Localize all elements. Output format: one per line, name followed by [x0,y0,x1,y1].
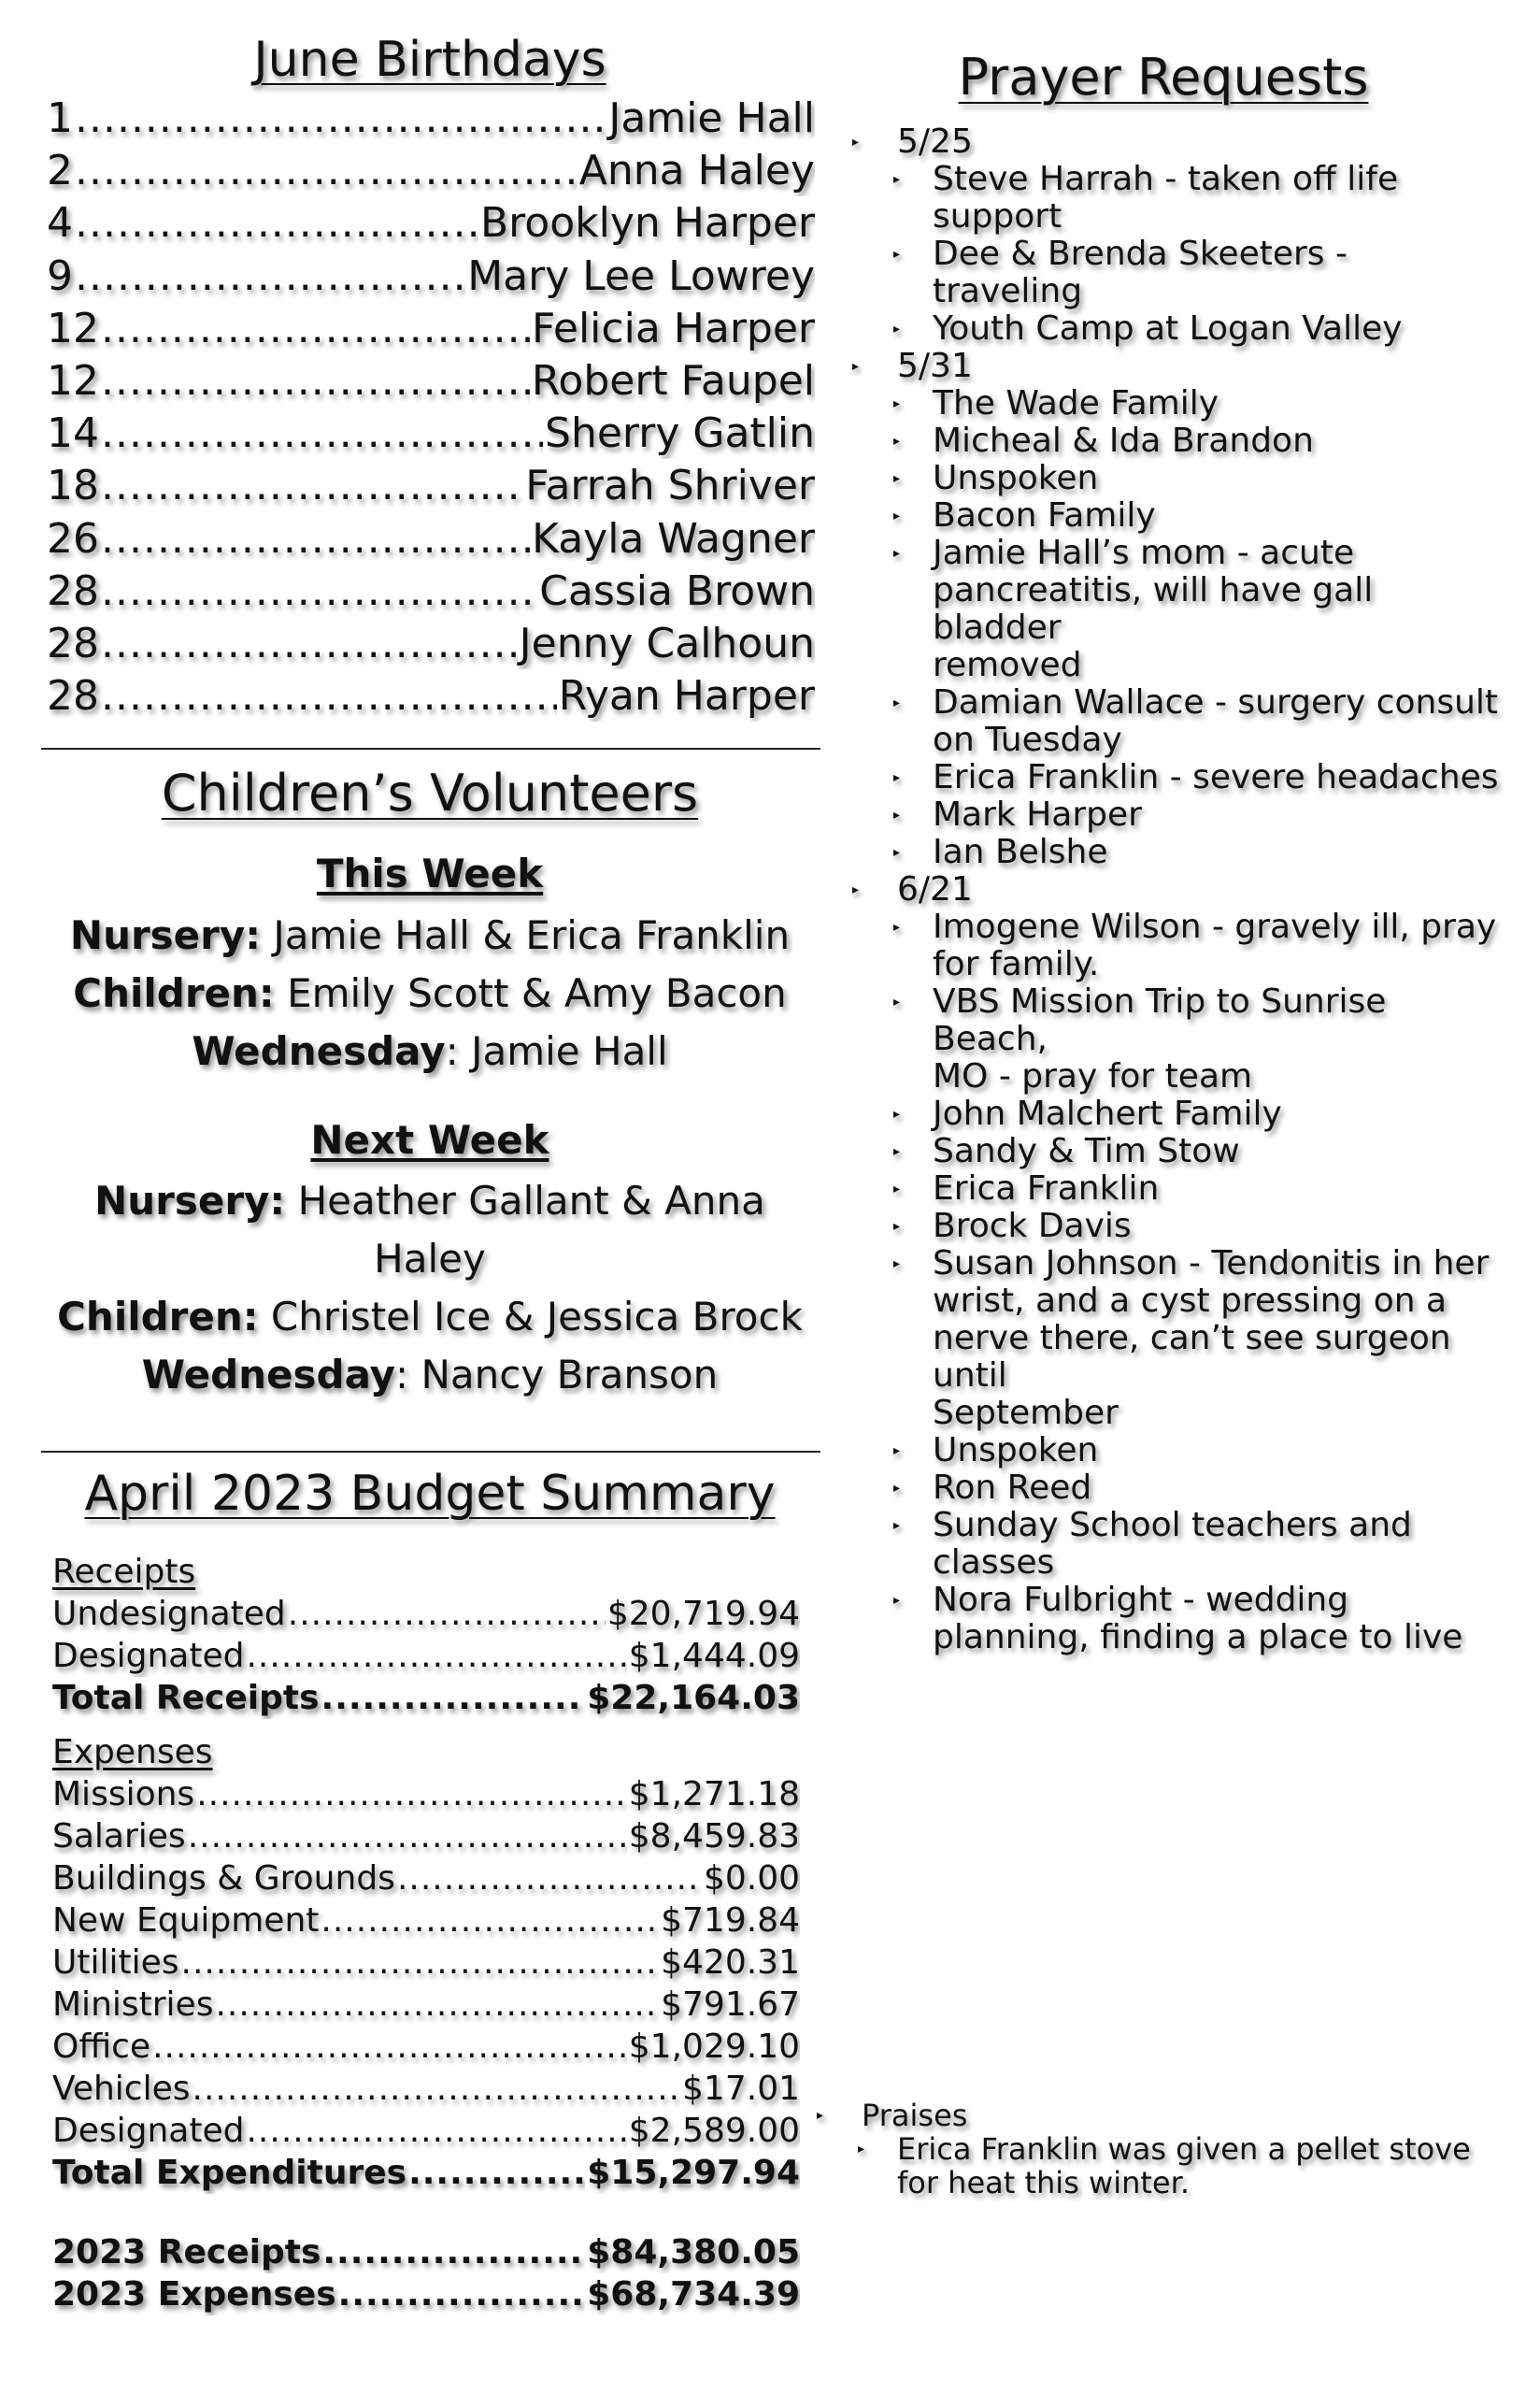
budget-amount: $17.01 [682,2070,800,2108]
dot-leader [75,251,465,302]
prayer-line: Unspoken [933,459,1099,497]
birthday-row [47,198,815,249]
dot-leader [408,2153,585,2194]
birthday-row [47,356,815,407]
prayer-item [893,833,1504,871]
bullet-icon: ▸ [893,1518,901,1533]
dot-leader [101,566,537,617]
prayer-line: wrist, and a cyst pressing on a [933,1282,1447,1320]
birthday-name: Kayla Wagner [532,514,815,563]
divider-1 [41,748,820,750]
birthday-day: 9 [47,251,73,300]
children-label: Children: [57,1294,259,1340]
dot-leader [101,619,518,669]
dot-leader [101,408,543,459]
budget-label: Total Receipts [52,1679,320,1717]
prayer-line: removed [933,646,1082,684]
next-week-children [37,1293,822,1341]
prayer-item [893,160,1504,236]
bullet-icon: ▸ [858,2142,865,2157]
prayer-line: Damian Wallace - surgery consult [933,683,1499,722]
prayer-line: Youth Camp at Logan Valley [933,309,1403,348]
next-week-wednesday [37,1351,822,1399]
praises-heading [817,2098,1516,2133]
birthday-row [47,566,815,617]
prayer-item [893,1169,1504,1208]
dot-leader [101,514,530,565]
birthday-name: Mary Lee Lowrey [467,251,815,300]
birthday-name: Brooklyn Harper [480,199,815,248]
birthday-row [47,461,815,511]
bullet-icon: ▸ [893,471,901,486]
prayer-date-label: 5/25 [897,122,973,161]
prayer-line: support [933,197,1062,236]
budget-label: Total Expenditures [52,2154,407,2192]
dot-leader [75,146,578,196]
nursery-names: Heather Gallant & Anna [285,1178,765,1224]
birthday-row [47,93,815,144]
budget-label: Designated [52,1637,245,1675]
budget-title: April 2023 Budget Summary [84,1466,776,1522]
prayer-item [893,1207,1504,1245]
budget-amount: $719.84 [661,1901,800,1940]
birthday-name: Sherry Gatlin [545,409,815,458]
birthday-day: 4 [47,199,73,248]
this-week-children [37,969,822,1018]
prayer-line: nerve there, can’t see surgeon until [933,1319,1451,1395]
expense-row [52,1858,800,1899]
birthday-row [47,671,815,722]
birthday-name: Cassia Brown [539,566,815,615]
birthday-name: Felicia Harper [531,304,815,352]
bullet-icon: ▸ [893,845,901,860]
prayer-line: Dee & Brenda Skeeters - traveling [933,235,1348,310]
budget-label: Ministries [52,1985,214,2024]
bullet-icon: ▸ [893,1182,901,1196]
praise-line: for heat this winter. [897,2165,1190,2200]
prayer-date [852,122,1504,161]
dot-leader [246,1636,626,1677]
dot-leader [397,1858,702,1899]
wednesday-label: Wednesday [141,1352,396,1397]
wednesday-names: : Jamie Hall [445,1028,668,1074]
children-label: Children: [73,970,275,1016]
prayer-line: Erica Franklin [933,1169,1160,1208]
birthday-row [47,514,815,565]
budget-amount: $68,734.39 [587,2275,800,2314]
birthday-day: 28 [47,566,99,615]
prayer-item [893,534,1504,684]
dot-leader [246,2111,626,2152]
bullet-icon: ▸ [893,695,901,710]
budget-label: Buildings & Grounds [52,1859,395,1898]
prayer-line: Jamie Hall’s mom - acute [933,534,1355,572]
prayer-date [852,870,1504,909]
prayer-date-label: 6/21 [897,870,973,909]
total-receipts-row [52,1678,800,1719]
budget-amount: $0.00 [703,1859,800,1898]
birthday-row [47,146,815,196]
wednesday-label: Wednesday [192,1028,446,1074]
nursery-label: Nursery: [69,912,262,958]
prayer-line: Brock Davis [933,1207,1132,1245]
bullet-icon: ▸ [817,2108,824,2123]
dot-leader [101,356,530,407]
prayer-line: Ron Reed [933,1469,1092,1507]
birthday-day: 14 [47,409,99,458]
prayer-line: Ian Belshe [933,833,1108,871]
prayer-line: MO - pray for team [933,1057,1253,1096]
prayer-item [893,309,1504,348]
bullet-icon: ▸ [893,1481,901,1496]
bullet-icon: ▸ [852,359,860,374]
dot-leader [321,1900,659,1942]
birthday-day: 28 [47,620,99,667]
prayer-line: Unspoken [933,1431,1099,1469]
bullet-icon: ▸ [893,1256,901,1271]
birthday-name: Jenny Calhoun [519,620,815,667]
prayer-title: Prayer Requests [958,48,1369,107]
this-week-wednesday [37,1027,822,1076]
birthday-row [47,619,815,669]
prayer-line: John Malchert Family [933,1095,1282,1133]
birthday-name: Anna Haley [578,147,815,195]
receipt-row [52,1594,800,1635]
bullet-icon: ▸ [852,135,860,150]
dot-leader [101,461,523,511]
budget-amount: $84,380.05 [587,2233,800,2271]
dot-leader [75,93,606,144]
prayer-item [893,683,1504,759]
prayer-line: for family. [933,945,1100,983]
birthday-day: 2 [47,147,73,195]
budget-label: Utilities [52,1943,179,1982]
prayer-line: Erica Franklin - severe headaches [933,758,1499,796]
prayer-line: planning, finding a place to live [933,1618,1463,1656]
children-names: Emily Scott & Amy Bacon [274,970,787,1016]
this-week-heading: This Week [316,851,544,896]
expense-row [52,1985,800,2026]
budget-amount: $1,029.10 [628,2028,800,2066]
dot-leader [215,1985,659,2026]
prayer-item [893,1431,1504,1469]
prayer-date [852,347,1504,385]
prayer-item [893,1244,1504,1432]
birthday-day: 18 [47,462,99,510]
prayer-groups [852,122,1504,1656]
dot-leader [338,2274,586,2315]
budget-amount: $1,444.09 [628,1637,800,1675]
birthday-day: 1 [47,94,73,142]
prayer-item [893,422,1504,460]
bullet-icon: ▸ [893,509,901,523]
budget-amount: $2,589.00 [628,2112,800,2150]
dot-leader [101,671,557,722]
receipts-heading: Receipts [52,1553,196,1591]
praises-heading-label: Praises [862,2098,968,2133]
birthday-row [47,408,815,459]
budget-label: Undesignated [52,1595,286,1633]
budget-amount: $1,271.18 [628,1775,800,1813]
dot-leader [152,2027,627,2068]
prayer-line: Sandy & Tim Stow [933,1132,1240,1170]
prayer-item [893,982,1504,1096]
dot-leader [192,2069,681,2110]
prayer-line: on Tuesday [933,721,1122,759]
dot-leader [322,2232,585,2273]
total-expenditures-row [52,2153,800,2194]
budget-amount: $15,297.94 [587,2154,800,2192]
dot-leader [188,1816,627,1857]
bullet-icon: ▸ [893,995,901,1010]
expense-row [52,1942,800,1984]
birthday-name: Farrah Shriver [525,462,815,510]
next-week-heading: Next Week [310,1117,549,1163]
birthday-name: Ryan Harper [558,672,815,721]
prayer-line: The Wade Family [933,384,1219,423]
prayer-item [893,795,1504,834]
receipt-row [52,1636,800,1677]
budget-amount: $22,164.03 [587,1679,800,1717]
praise-line: Erica Franklin was given a pellet stove [897,2131,1471,2167]
birthday-day: 28 [47,672,99,721]
expense-row [52,2069,800,2110]
expenses-heading: Expenses [52,1733,213,1771]
bullet-icon: ▸ [893,1593,901,1608]
bullet-icon: ▸ [893,172,901,187]
year-receipts-row [52,2232,800,2273]
nursery-names: Jamie Hall & Erica Franklin [261,912,791,958]
this-week-nursery [37,911,822,960]
birthday-day: 12 [47,304,99,352]
bullet-icon: ▸ [852,882,860,897]
bullet-icon: ▸ [893,1144,901,1159]
bullet-icon: ▸ [893,396,901,411]
next-week-nursery [37,1177,822,1225]
bullet-icon: ▸ [893,1443,901,1458]
expense-row [52,1774,800,1815]
next-week-nursery-cont: Haley [374,1236,486,1282]
praises-section [817,2098,1516,2200]
prayer-line: Susan Johnson - Tendonitis in her [933,1244,1490,1282]
prayer-line: Nora Fulbright - wedding [933,1581,1349,1619]
bullet-icon: ▸ [893,808,901,823]
volunteers-title: Children’s Volunteers [161,764,699,823]
birthday-day: 12 [47,357,99,405]
budget-label: 2023 Receipts [52,2233,321,2271]
prayer-line: VBS Mission Trip to Sunrise Beach, [933,982,1387,1058]
budget-amount: $8,459.83 [628,1817,800,1856]
dot-leader [75,198,478,249]
prayer-date-label: 5/31 [897,347,973,385]
bullet-icon: ▸ [893,247,901,262]
prayer-item [893,908,1504,983]
prayer-line: Bacon Family [933,496,1156,535]
prayer-item [893,1506,1504,1582]
budget-amount: $791.67 [661,1985,800,2024]
budget-label: Salaries [52,1817,186,1856]
prayer-line: Mark Harper [933,795,1142,834]
dot-leader [288,1594,606,1635]
nursery-label: Nursery: [94,1178,286,1224]
divider-2 [41,1451,820,1453]
bullet-icon: ▸ [893,322,901,337]
prayer-line: Micheal & Ida Brandon [933,422,1314,460]
birthday-row [47,304,815,354]
prayer-item [893,1095,1504,1133]
budget-amount: $20,719.94 [606,1595,800,1633]
birthday-day: 26 [47,514,99,563]
prayer-line: pancreatitis, will have gall bladder [933,571,1374,647]
bullet-icon: ▸ [893,1219,901,1234]
budget-label: 2023 Expenses [52,2275,336,2314]
dot-leader [101,304,530,354]
year-expenses-row [52,2274,800,2315]
bullet-icon: ▸ [893,770,901,785]
birthday-name: Jamie Hall [608,94,815,142]
budget-label: Designated [52,2112,245,2150]
budget-label: Office [52,2028,151,2066]
prayer-item [893,496,1504,535]
prayer-item [893,1132,1504,1170]
budget-label: New Equipment [52,1901,320,1940]
praise-item [858,2131,1516,2200]
prayer-item [893,384,1504,423]
prayer-item [893,758,1504,796]
prayer-line: classes [933,1543,1055,1582]
budget-label: Vehicles [52,2070,191,2108]
prayer-item [893,1469,1504,1507]
children-names: Christel Ice & Jessica Brock [258,1294,803,1340]
dot-leader [181,1942,660,1984]
prayer-item [893,459,1504,497]
prayer-line: Steve Harrah - taken off life [933,160,1399,198]
budget-amount: $420.31 [661,1943,800,1982]
bullet-icon: ▸ [893,546,901,561]
expense-row [52,1900,800,1942]
bullet-icon: ▸ [893,920,901,935]
prayer-item [893,1581,1504,1656]
expense-row [52,2111,800,2152]
dot-leader [321,1678,586,1719]
expense-row [52,2027,800,2068]
prayer-line: Imogene Wilson - gravely ill, pray [933,908,1497,946]
birthday-name: Robert Faupel [531,357,815,405]
prayer-item [893,235,1504,310]
expense-row [52,1816,800,1857]
prayer-line: Sunday School teachers and [933,1506,1412,1544]
budget-label: Missions [52,1775,195,1813]
wednesday-names: : Nancy Branson [395,1352,719,1397]
birthday-row [47,251,815,302]
dot-leader [196,1774,627,1815]
bullet-icon: ▸ [893,434,901,449]
bullet-icon: ▸ [893,1107,901,1122]
prayer-line: September [933,1394,1119,1432]
birthdays-title: June Birthdays [253,32,606,88]
